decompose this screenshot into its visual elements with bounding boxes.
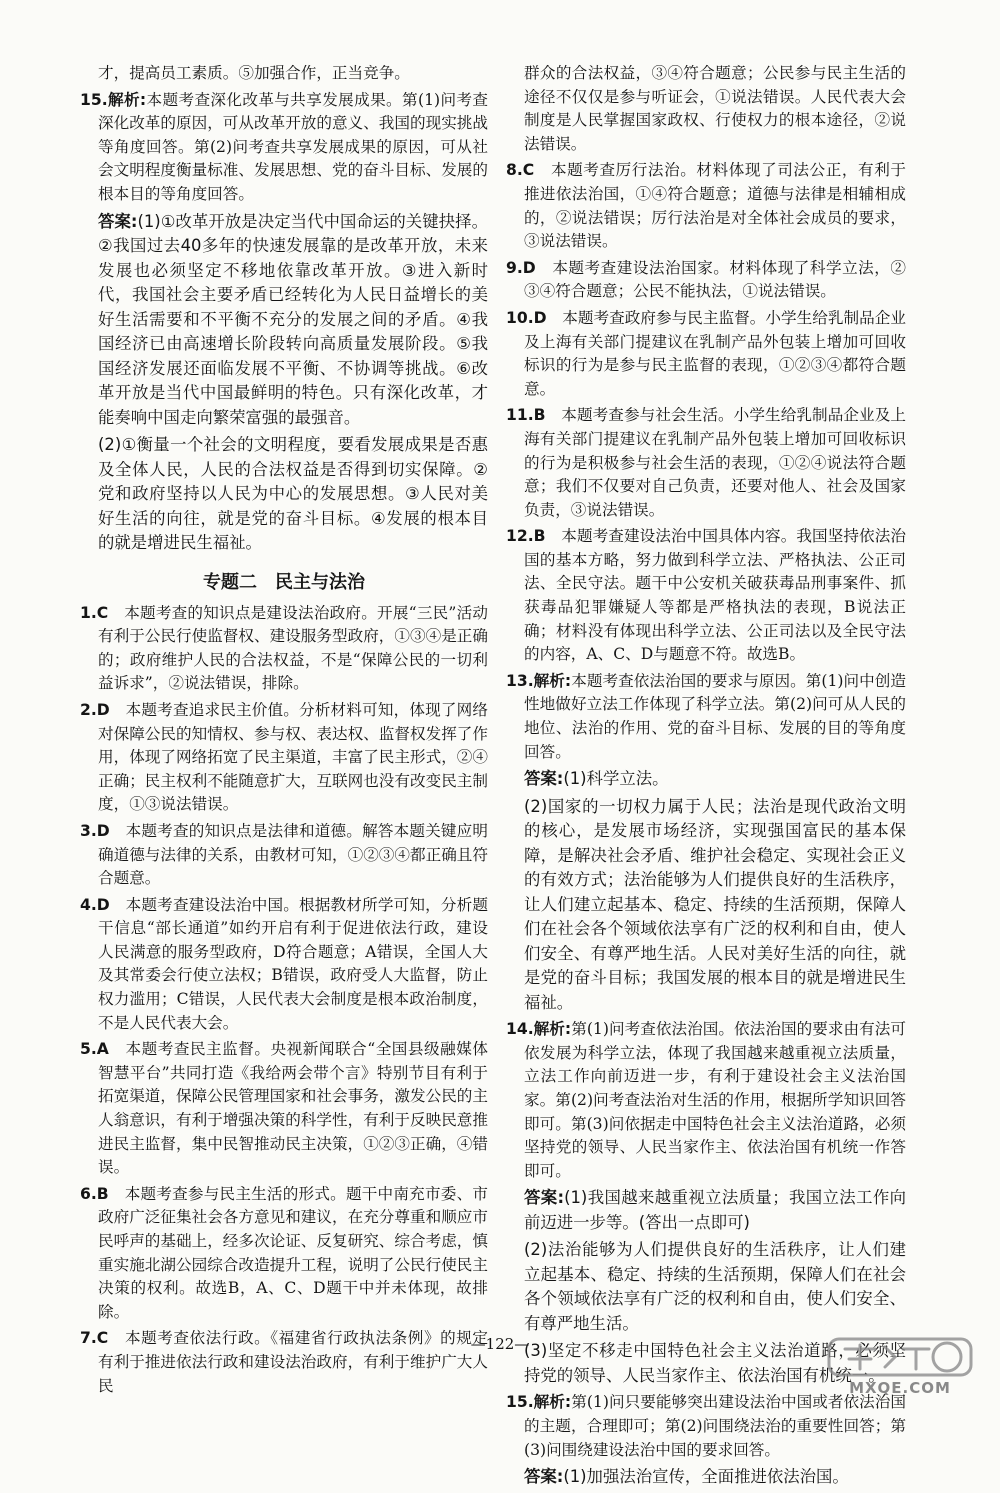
answer-item — [80, 1038, 488, 1180]
answer-text: (1)①改革开放是决定当代中国命运的关键抉择。②我国过去40多年的快速发展靠的是改革开放，未来发展也必须坚定不移地依靠改革开放。③进入新时代，我国社会主要矛盾已经转化为人民日益增长的美好生活需要和不平衡不充分的发展之间的矛盾。④我国经济已由高速增长阶段转向高质量发展阶段。⑤我国经济发展还面临发展不平衡、不协调等挑战。⑥改革开放是当代中国最鲜明的特色。只有深化改革，才能奏响中国走向繁荣富强的最强音。 — [98, 211, 488, 427]
analysis-tag: 解析: — [533, 1020, 572, 1039]
answer-block: (2)国家的一切权力属于人民；法治是现代政治文明的核心，是发展市场经济，实现强国富民的基本保障，是解决社会矛盾、维护社会稳定、实现社会正义的有效方式；法治能够为人们提供良好的生活秩序，让人们建立起基本、稳定、持续的生活预期，保障人们在社会各个领域依法享有广泛的权利和自由，使人们安全、有尊严地生活。人民对美好生活的向往，就是党的奋斗目标；我国发展的根本目的就是增进民生福祉。 — [524, 796, 906, 1012]
answer-item — [506, 159, 906, 253]
analysis-tag: 解析: — [533, 671, 572, 690]
continued-text: 群众的合法权益，③④符合题意；公民参与民主生活的途径不仅仅是参与听证会，①说法错误。人民代表大会制度是人民掌握国家政权、行使权力的根本途径，②说法错误。 — [524, 64, 906, 153]
answer-item — [80, 602, 488, 696]
analysis-text: 第(1)问只要能够突出建设法治中国或者依法治国的主题，合理即可；第(2)问围绕法治的重要性回答；第(3)问围绕建设法治中国的要求回答。 — [524, 1393, 906, 1459]
answer-item-14 — [506, 1018, 906, 1183]
answer-block — [506, 1186, 906, 1235]
answer-block: (2)法治能够为人们提供良好的生活秩序，让人们建立起基本、稳定、持续的生活预期，保障人们在社会各个领域依法享有广泛的权利和自由，使人们安全、有尊严地生活。 — [524, 1240, 906, 1333]
item-text: 本题考查民主监督。央视新闻联合“全国县级融媒体智慧平台”共同打造《我给两会带个言》特别节目有利于拓宽渠道，保障公民管理国家和社会事务，激发公民的主人翁意识，有利于增强决策的科学性，有利于反映民意推进民主监督，集中民智推动民主决策，①②③正确，④错误。 — [98, 1040, 488, 1177]
continued-text: 才，提高员工素质。⑤加强合作，正当竞争。 — [98, 64, 410, 82]
item-text: 本题考查追求民主价值。分析材料可知，体现了网络对保障公民的知情权、参与权、表达权、监督权发挥了作用，体现了网络拓宽了民主渠道，丰富了民主形式，②④正确；民主权利不能随意扩大，互联网也没有改变民主制度，①③说法错误。 — [98, 700, 488, 814]
analysis-text: 第(1)问考查依法治国。依法治国的要求由有法可依发展为科学立法，体现了我国越来越重视立法质量，立法工作向前迈进一步，有利于建设社会主义法治国家。第(2)问考查法治对生活的作用，根据所学知识回答即可。第(3)问依据走中国特色社会主义法治道路，必须坚持党的领导、人民当家作主、依法治国有机统一作答即可。 — [524, 1020, 906, 1180]
item-number: 9.D — [506, 258, 536, 277]
item-text: 本题考查参与民主生活的形式。题干中南充市委、市政府广泛征集社会各方意见和建议，在充分尊重和顺应市民呼声的基础上，经多次论证、反复研究、综合考虑，慎重实施北湖公园综合改造提升工程，说明了公民行使民主决策的权利。故选B，A、C、D题干中并未体现，故排除。 — [98, 1184, 488, 1321]
item-number: 7.C — [80, 1329, 109, 1348]
answer-block: (2)①衡量一个社会的文明程度，要看发展成果是否惠及全体人民，人民的合法权益是否得到切实保障。②党和政府坚持以人民为中心的发展思想。③人民对美好生活的向往，就是党的奋斗目标。④发展的根本目的就是增进民生福祉。 — [98, 435, 488, 553]
item-number: 1.C — [80, 603, 109, 622]
watermark-logo — [815, 1335, 985, 1397]
item-text: 本题考查参与社会生活。小学生给乳制品企业及上海有关部门提建议在乳制产品外包装上增加可回收标识的行为是积极参与社会生活的表现，①②④说法符合题意；我们不仅要对自己负责，还要对他人、社会及国家负责，③说法错误。 — [524, 406, 906, 519]
watermark-text: MXQE.COM — [849, 1379, 951, 1397]
item-text: 本题考查建设法治国家。材料体现了科学立法，②③④符合题意；公民不能执法，①说法错误。 — [524, 258, 906, 301]
analysis-tag: 解析: — [107, 90, 147, 109]
item-text: 本题考查的知识点是建设法治政府。开展“三民”活动有利于公民行使监督权、建设服务型政府，①③④是正确的；政府维护人民的合法权益，不是“保障公民的一切利益诉求”，②说法错误，排除。 — [98, 603, 488, 693]
answer-block — [506, 767, 906, 792]
item-number: 15. — [80, 90, 108, 109]
answer-tag: 答案: — [524, 1467, 564, 1487]
item-number: 6.B — [80, 1184, 109, 1203]
item-number: 10.D — [506, 308, 547, 327]
item-number: 12.B — [506, 527, 546, 546]
answer-item — [80, 894, 488, 1036]
right-column — [506, 62, 906, 1493]
answer-item-13 — [506, 670, 906, 764]
answer-item-15 — [80, 89, 488, 207]
item-text: 本题考查依法行政。《福建省行政执法条例》的规定有利于推进依法行政和建设法治政府，有利于维护广大人民 — [98, 1329, 488, 1395]
item-number: 14. — [506, 1020, 534, 1039]
answer-block — [506, 1465, 906, 1490]
answer-tag: 答案: — [524, 769, 564, 789]
answer-block — [80, 210, 488, 431]
section-heading: 专题二 民主与法治 — [203, 571, 365, 593]
answer-tag: 答案: — [98, 211, 138, 231]
answer-text: (1)科学立法。 — [563, 769, 669, 789]
analysis-text: 本题考查依法治国的要求与原因。第(1)问中创造性地做好立法工作体现了科学立法。第(2)问可从人民的地位、法治的作用、党的奋斗目标、发展的目的等角度回答。 — [524, 671, 906, 761]
item-text: 本题考查的知识点是法律和道德。解答本题关键应明确道德与法律的关系，由教材可知，①②③④都正确且符合题意。 — [98, 821, 488, 888]
item-number: 11.B — [506, 406, 546, 425]
answer-circle-logo-icon — [815, 1335, 985, 1379]
answer-block: (3)坚定不移走中国特色社会主义法治道路，必须坚持党的领导、人民当家作主、依法治国有机统一。 — [524, 1341, 906, 1385]
item-text: 本题考查建设法治中国。根据教材所学可知，分析题干信息“部长通道”如约开启有利于促进依法行政，建设人民满意的服务型政府，D符合题意；A错误，全国人大及其常委会行使立法权；B错误，政府受人大监督，防止权力滥用；C错误，人民代表大会制度是根本政治制度，不是人民代表大会。 — [98, 895, 488, 1032]
page-number: —122— — [470, 1335, 530, 1353]
answer-item — [506, 525, 906, 667]
left-column — [80, 62, 488, 1401]
answer-text: (1)加强法治宣传，全面推进依法治国。 — [563, 1467, 849, 1487]
answer-tag: 答案: — [524, 1188, 565, 1208]
item-number: 2.D — [80, 700, 110, 719]
item-number: 8.C — [506, 161, 535, 180]
item-number: 3.D — [80, 821, 110, 840]
answer-item — [506, 404, 906, 522]
item-number: 5.A — [80, 1040, 109, 1059]
item-text: 本题考查政府参与民主监督。小学生给乳制品企业及上海有关部门提建议在乳制产品外包装上增加可回收标识的行为是参与民主监督的表现，①②③④都符合题意。 — [524, 308, 906, 398]
answer-item — [80, 820, 488, 891]
answer-item — [506, 257, 906, 304]
item-number: 4.D — [80, 895, 110, 914]
answer-item — [80, 1183, 488, 1325]
item-text: 本题考查厉行法治。材料体现了司法公正，有利于推进依法治国，①④符合题意；道德与法律是相辅相成的，②说法错误；厉行法治是对全体社会成员的要求，③说法错误。 — [524, 161, 906, 251]
analysis-text: 本题考查深化改革与共享发展成果。第(1)问考查深化改革的原因，可从改革开放的意义、我国的现实挑战等角度回答。第(2)问考查共享发展成果的原因，可从社会文明程度衡量标准、发展思想、党的奋斗目标、发展的根本目的等角度回答。 — [98, 90, 488, 203]
item-text: 本题考查建设法治中国具体内容。我国坚持依法治国的基本方略，努力做到科学立法、严格执法、公正司法、全民守法。题干中公安机关破获毒品刑事案件、抓获毒品犯罪嫌疑人等都是严格执法的表现，B说法正确；材料没有体现出科学立法、公正司法以及全民守法的内容，A、C、D与题意不符。故选B。 — [524, 527, 906, 664]
analysis-tag: 解析: — [533, 1393, 572, 1412]
item-number: 15. — [506, 1393, 534, 1412]
answer-item-15 — [506, 1391, 906, 1462]
answer-text: (1)我国越来越重视立法质量；我国立法工作向前迈进一步等。(答出一点即可) — [524, 1188, 906, 1232]
answer-item — [506, 307, 906, 401]
answer-item — [80, 699, 488, 817]
item-number: 13. — [506, 671, 534, 690]
